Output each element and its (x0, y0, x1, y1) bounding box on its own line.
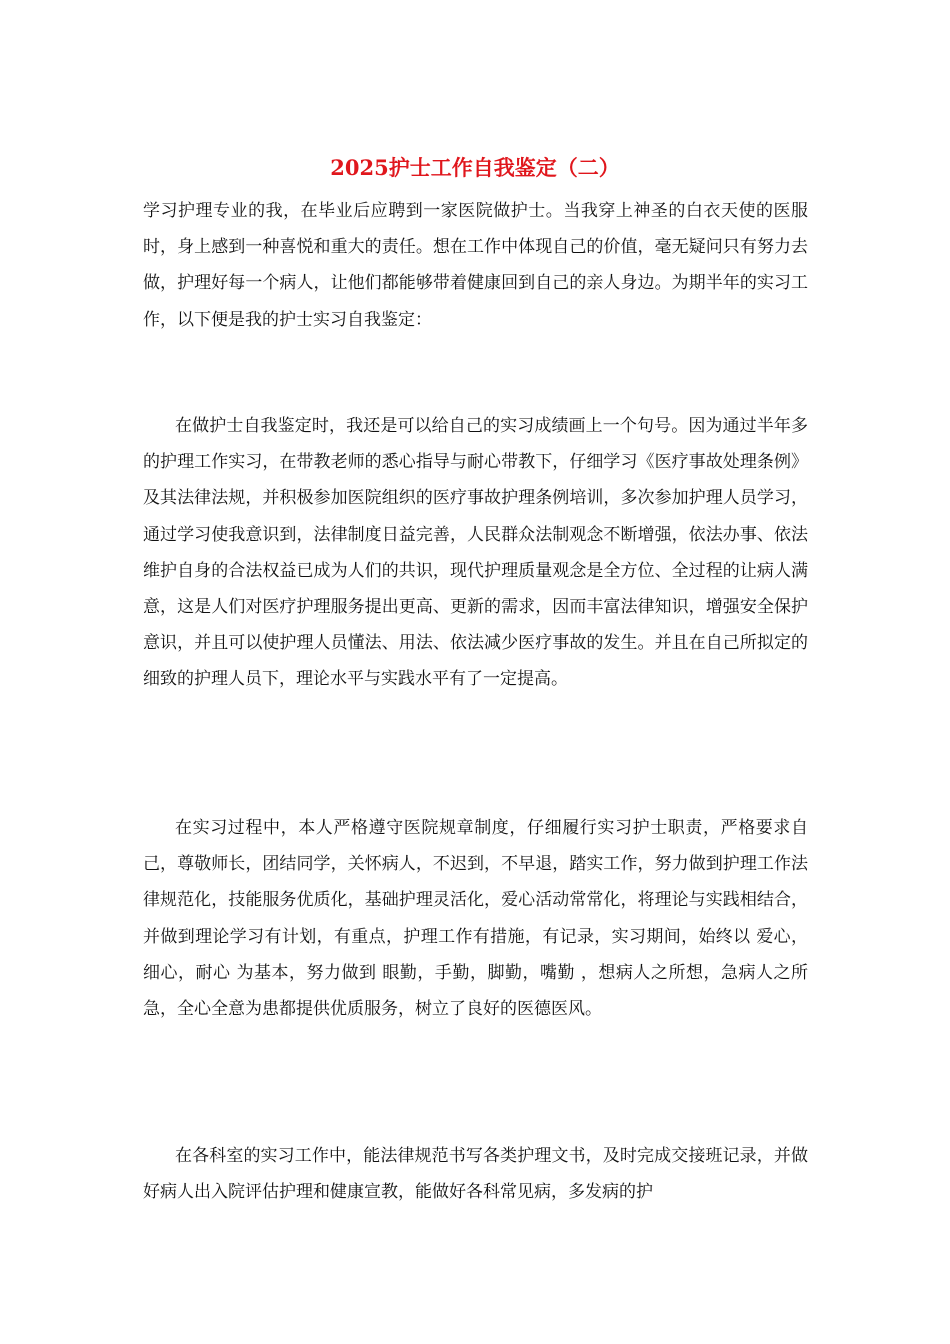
paragraph-intro: 学习护理专业的我，在毕业后应聘到一家医院做护士。当我穿上神圣的白衣天使的医服时，身上感到一种喜悦和重大的责任。想在工作中体现自己的价值，毫无疑问只有努力去做，护理好每一个病人，让他们都能够带着健康回到自己的亲人身边。为期半年的实习工作，以下便是我的护士实习自我鉴定： (143, 201, 808, 330)
paragraph-legal-study: 在做护士自我鉴定时，我还是可以给自己的实习成绩画上一个句号。因为通过半年多的护理工作实习，在带教老师的悉心指导与耐心带教下，仔细学习《医疗事故处理条例》及其法律法规，并积极参加医院组织的医疗事故护理条例培训，多次参加护理人员学习，通过学习使我意识到，法律制度日益完善，人民群众法制观念不断增强，依法办事、依法维护自身的合法权益已成为人们的共识，现代护理质量观念是全方位、全过程的让病人满意，这是人们对医疗护理服务提出更高、更新的需求，因而丰富法律知识，增强安全保护意识，并且可以使护理人员懂法、用法、依法减少医疗事故的发生。并且在自己所拟定的细致的护理人员下，理论水平与实践水平有了一定提高。 (143, 416, 808, 690)
paragraph-internship-conduct: 在实习过程中，本人严格遵守医院规章制度，仔细履行实习护士职责，严格要求自己，尊敬师长，团结同学，关怀病人，不迟到，不早退，踏实工作，努力做到护理工作法律规范化，技能服务优质化，基础护理灵活化，爱心活动常常化，将理论与实践相结合，并做到理论学习有计划，有重点，护理工作有措施，有记录，实习期间，始终以 爱心，细心，耐心 为基本，努力做到 眼勤，手勤，脚勤，嘴勤 ，想病人之所想，急病人之所急，全心全意为患都提供优质服务，树立了良好的医德医风。 (143, 818, 808, 1020)
paragraph-department-work: 在各科室的实习工作中，能法律规范书写各类护理文书，及时完成交接班记录，并做好病人出入院评估护理和健康宣教，能做好各科常见病，多发病的护 (143, 1146, 808, 1203)
document-title: 2025护士工作自我鉴定（二） (330, 155, 620, 180)
